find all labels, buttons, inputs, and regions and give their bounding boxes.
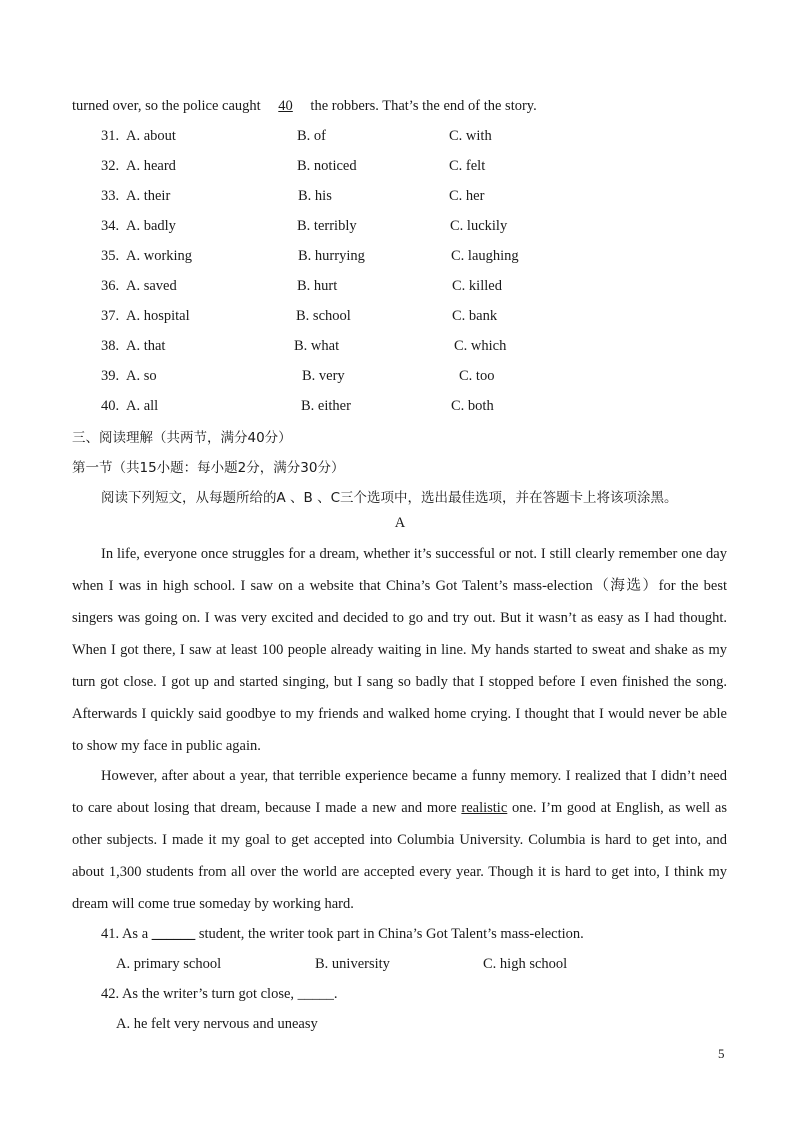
option-row (0, 338, 800, 358)
option-row (0, 218, 800, 238)
option-b: B. noticed (297, 158, 357, 174)
q41-option-b: B. university (315, 956, 390, 972)
option-row (0, 278, 800, 298)
option-c: C. both (451, 398, 494, 414)
q41-option-a: A. primary school (116, 956, 222, 972)
option-c: C. laughing (451, 248, 519, 264)
paragraph-2-before: However, after about a year, that terrible experience became a funny memory. I realized that I didn’t need to care about losing that dream, because I made a new and more (72, 768, 727, 816)
page-number: 5 (718, 1046, 725, 1061)
section-title: 三、阅读理解（共两节，满分40分） (72, 430, 292, 446)
passage-label: A (394, 515, 406, 531)
intro-text-before: turned over, so the police caught (72, 98, 265, 114)
option-c: C. felt (449, 158, 486, 174)
option-b: B. very (302, 368, 345, 384)
option-number: 40. (101, 398, 120, 414)
option-row (0, 158, 800, 178)
option-a: A. their (126, 188, 171, 204)
option-b: B. what (294, 338, 340, 354)
q41-option-c: C. high school (483, 956, 568, 972)
option-number: 38. (101, 338, 120, 354)
option-a: A. that (126, 338, 166, 354)
paragraph-1 (72, 538, 727, 762)
option-b: B. his (298, 188, 332, 204)
option-b: B. hurrying (298, 248, 365, 264)
question-41-blank: ______ (151, 926, 196, 942)
paragraph-1-text: In life, everyone once struggles for a dream, whether it’s successful or not. I still clearly remember one day when I was in high school. I saw on a website that China’s Got Talent’s mass-election（海选）for the best singers was going on. I was very excited and decided to go and try out. But it wasn’t as easy as I had thought. When I got there, I saw at least 100 people already waiting in line. My hands started to sweat and shake as my turn got close. I got up and started singing, but I sang so badly that I stopped before I even finished the song. Afterwards I quickly said goodbye to my friends and walked home crying. I thought that I would never be able to show my face in public again. (72, 546, 727, 754)
option-c: C. killed (452, 278, 502, 294)
option-c: C. bank (452, 308, 498, 324)
option-c: C. which (454, 338, 507, 354)
option-a: A. about (126, 128, 176, 144)
question-42: 42. As the writer’s turn got close, _____. (101, 986, 338, 1002)
option-row (0, 248, 800, 268)
option-a: A. all (126, 398, 159, 414)
option-a: A. heard (126, 158, 176, 174)
option-a: A. hospital (126, 308, 190, 324)
option-a: A. working (126, 248, 193, 264)
option-number: 31. (101, 128, 120, 144)
option-row (0, 368, 800, 388)
option-b: B. hurt (297, 278, 338, 294)
intro-text-after: the robbers. That’s the end of the story. (306, 98, 537, 114)
answer-blank-40: 40 (278, 98, 293, 114)
option-number: 32. (101, 158, 120, 174)
question-41 (101, 926, 584, 943)
option-row (0, 188, 800, 208)
option-number: 33. (101, 188, 120, 204)
option-number: 39. (101, 368, 120, 384)
q42-option-a: A. he felt very nervous and uneasy (116, 1016, 318, 1032)
option-a: A. so (126, 368, 157, 384)
option-number: 34. (101, 218, 120, 234)
option-b: B. school (296, 308, 351, 324)
intro-line (72, 98, 537, 115)
option-number: 35. (101, 248, 120, 264)
question-41-options (0, 956, 800, 976)
option-row (0, 308, 800, 328)
option-b: B. terribly (297, 218, 357, 234)
option-row (0, 128, 800, 148)
question-41-before: 41. As a (101, 926, 152, 942)
option-number: 37. (101, 308, 120, 324)
option-a: A. saved (126, 278, 177, 294)
option-row (0, 398, 800, 418)
option-b: B. either (301, 398, 351, 414)
option-c: C. with (449, 128, 492, 144)
subsection-title: 第一节（共15小题：每小题2分，满分30分） (72, 460, 345, 476)
option-a: A. badly (126, 218, 176, 234)
option-c: C. too (459, 368, 495, 384)
paragraph-2-after: one. I’m good at English, as well as other subjects. I made it my goal to get accepted into Columbia University. Columbia is hard to get into, and about 1,300 students from all over the world are accepted every year. Though it is hard to get into, I think my dream will come true someday by working hard. (72, 800, 727, 912)
option-c: C. her (449, 188, 485, 204)
option-b: B. of (297, 128, 326, 144)
option-c: C. luckily (450, 218, 508, 234)
option-number: 36. (101, 278, 120, 294)
underlined-word: realistic (461, 800, 508, 816)
question-41-after: student, the writer took part in China’s Got Talent’s mass-election. (195, 926, 584, 942)
instruction: 阅读下列短文，从每题所给的A 、B 、C三个选项中，选出最佳选项，并在答题卡上将该项涂黑。 (101, 490, 678, 506)
paragraph-2 (72, 760, 727, 920)
